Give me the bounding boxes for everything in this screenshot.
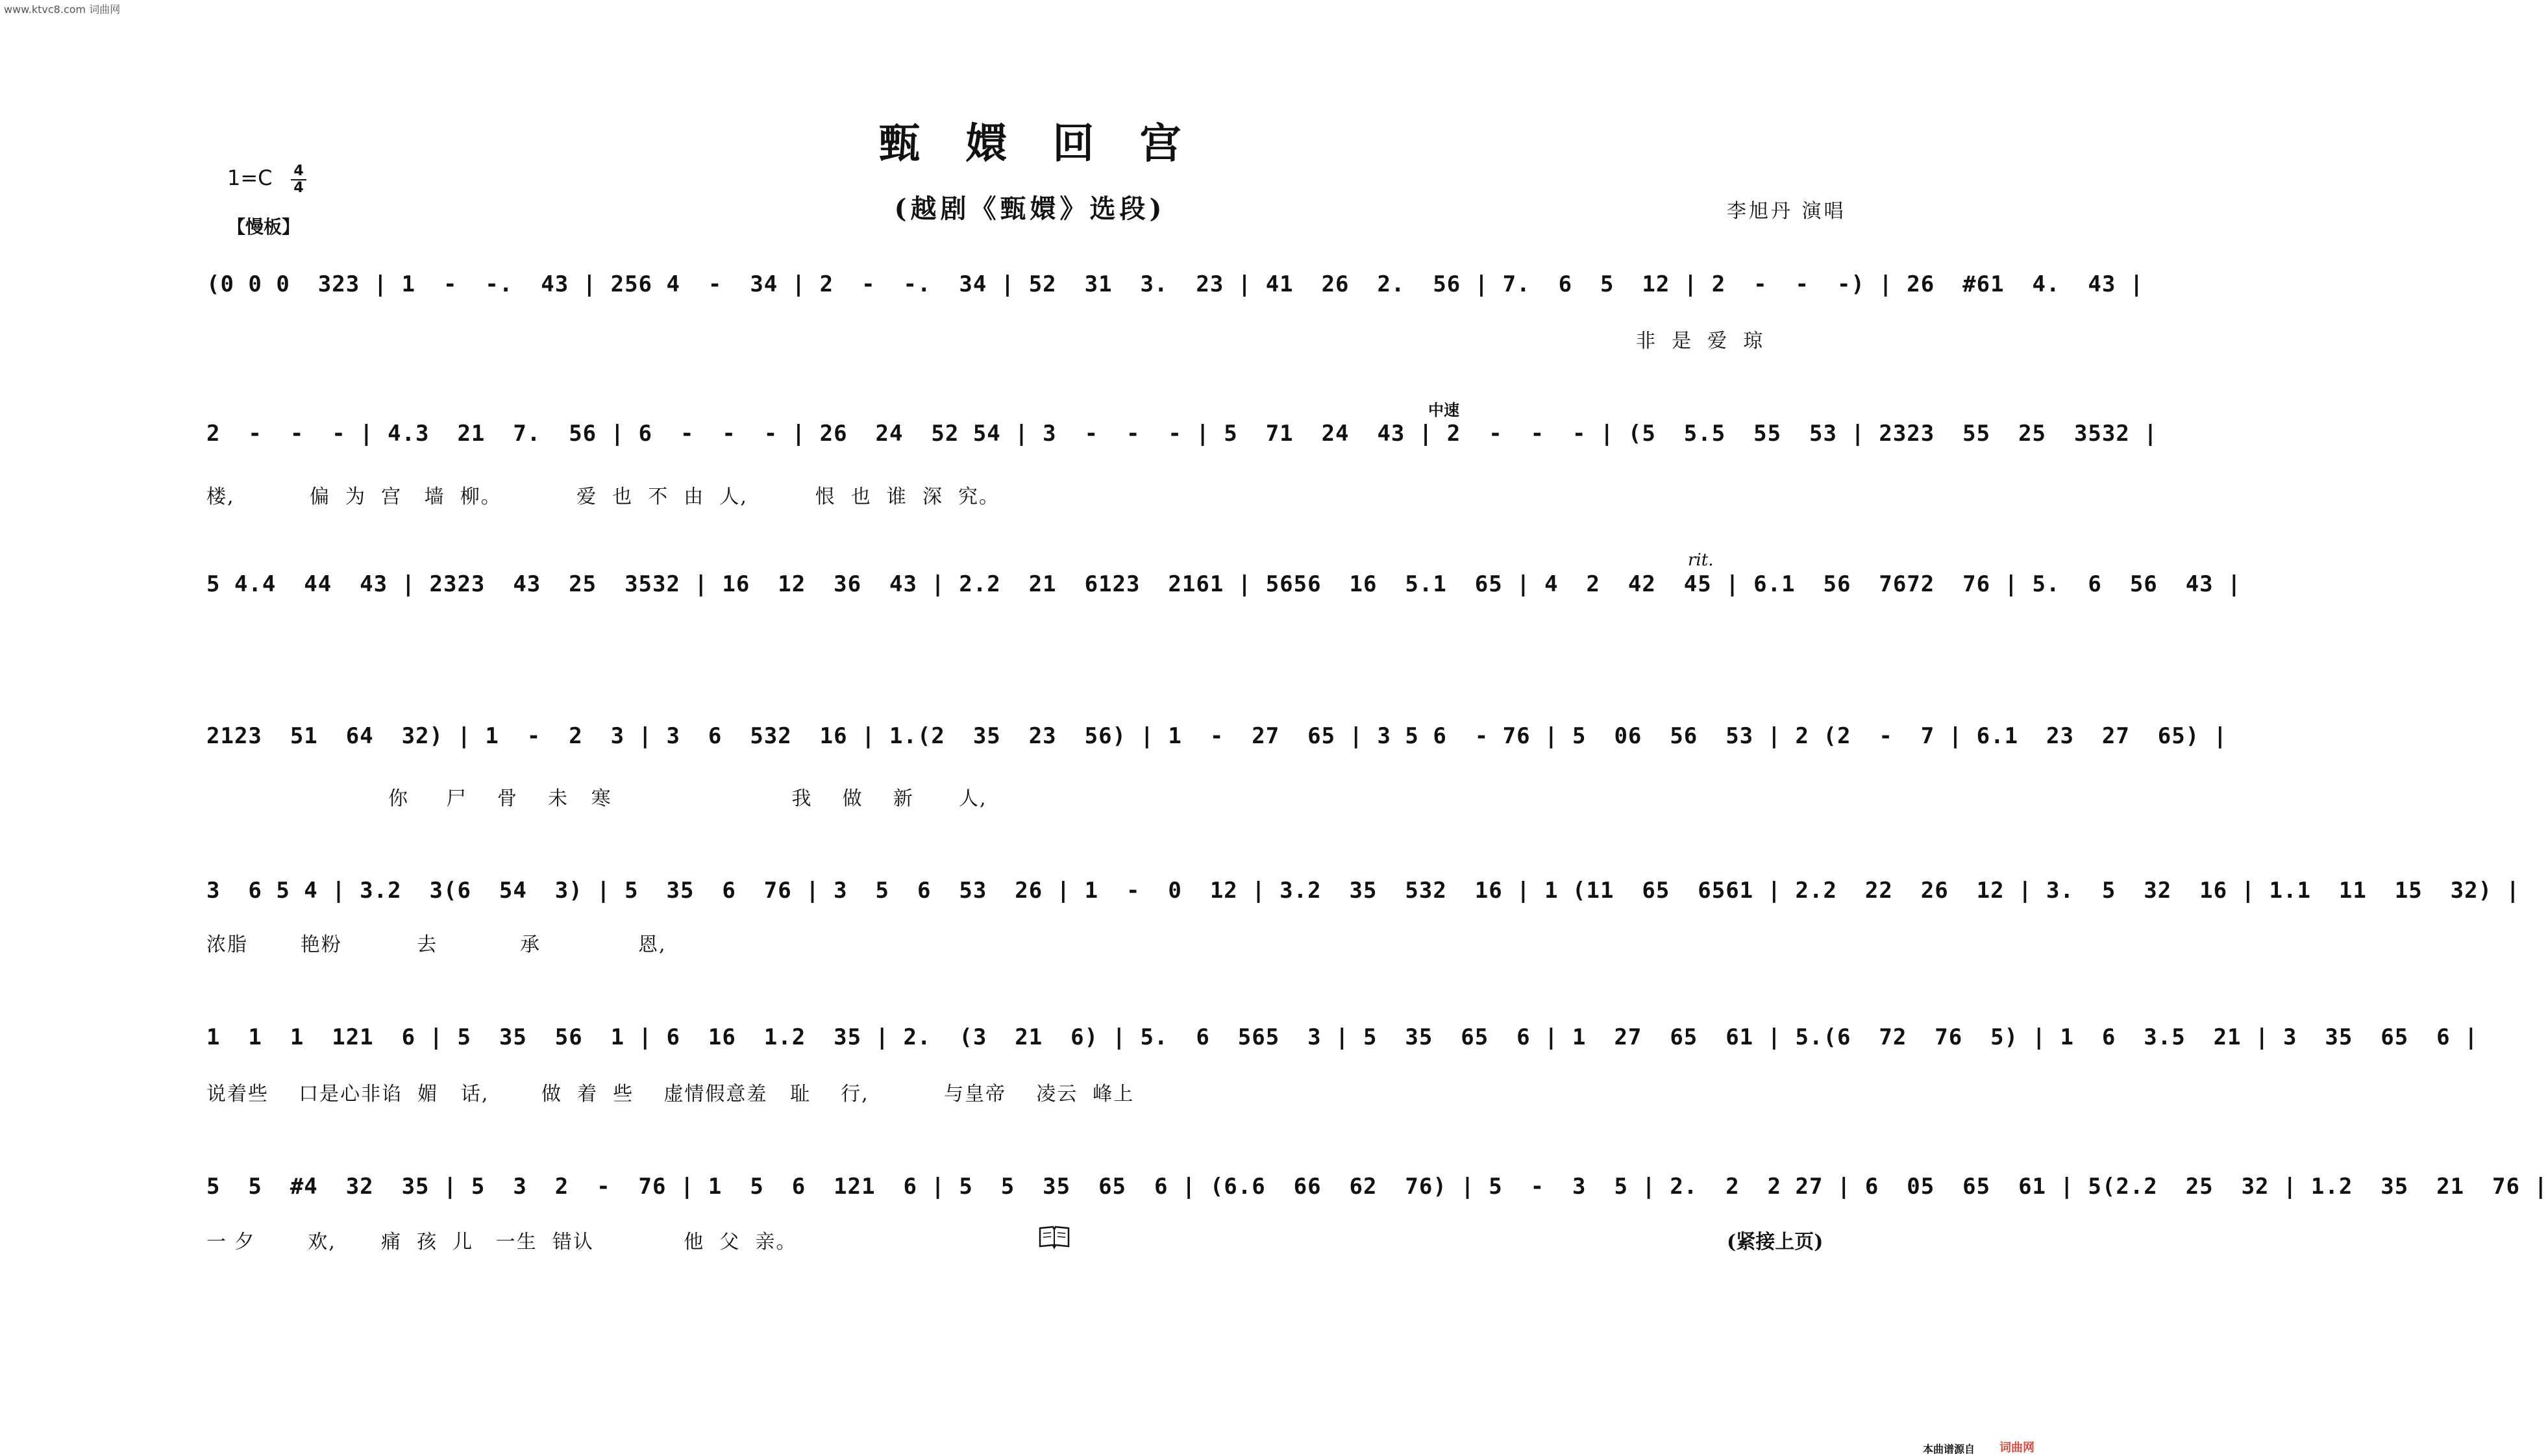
notation-line-5: 3 6 5 4 | 3.2 3(6 54 3) | 5 35 6 76 | 3 5 6 53 26 | 1 - 0 12 | 3.2 35 532 16 | 1 (11 65 6561 | 2.2 22 26 12 | 3. 5 32 16 | 1.1 11 15 32) | xyxy=(206,878,2520,904)
footer-source-label: 本曲谱源自 xyxy=(1923,1443,1975,1455)
page-title: 甄嬛回宫 xyxy=(878,119,1227,168)
tempo-change-marking: 中速 xyxy=(1428,401,1459,419)
notation-line-2: 2 - - - | 4.3 21 7. 56 | 6 - - - | 26 24 52 54 | 3 - - - | 5 71 24 43 | 2 - - - | (5 5.5 55 53 | 2323 55 25 3532 | xyxy=(206,421,2158,447)
lyrics-line-4: 你 尸 骨 未 寒 我 做 新 人, xyxy=(388,787,987,810)
lyrics-line-7: 一 夕 欢, 痛 孩 儿 一生 错认 他 父 亲。 xyxy=(206,1231,797,1253)
ritardando-marking: rit. xyxy=(1688,550,1714,570)
page-subtitle: (越剧《甄嬛》选段) xyxy=(894,193,1166,224)
book-icon xyxy=(1039,1226,1070,1249)
continuation-note: (紧接上页) xyxy=(1727,1231,1824,1253)
lyrics-line-1: 非 是 爱 琼 xyxy=(1636,330,1764,352)
notation-line-4: 2123 51 64 32) | 1 - 2 3 | 3 6 532 16 | 1.(2 35 23 56) | 1 - 27 65 | 3 5 6 - 76 | 5 06 56 53 | 2 (2 - 7 | 6.1 23 27 65) | xyxy=(206,723,2228,749)
time-signature-bottom: 4 xyxy=(293,180,304,196)
tempo-marking: 【慢板】 xyxy=(227,216,301,238)
lyrics-line-6: 说着些 口是心非谄 媚 话, 做 着 些 虚情假意羞 耻 行, 与皇帝 凌云 峰上 xyxy=(206,1083,1135,1105)
lyrics-line-2: 楼, 偏 为 宫 墙 柳。 爱 也 不 由 人, 恨 也 谁 深 究。 xyxy=(206,486,1000,508)
site-url[interactable]: www.ktvc8.com 词曲网 xyxy=(4,3,121,16)
notation-line-6: 1 1 1 121 6 | 5 35 56 1 | 6 16 1.2 35 | 2. (3 21 6) | 5. 6 565 3 | 5 35 65 6 | 1 27 65 61 | 5.(6 72 76 5) | 1 6 3.5 21 | 3 35 65 6 | xyxy=(206,1024,2479,1050)
lyrics-line-5: 浓脂 艳粉 去 承 恩, xyxy=(206,933,667,956)
notation-line-1: (0 0 0 323 | 1 - -. 43 | 256 4 - 34 | 2 - -. 34 | 52 31 3. 23 | 41 26 2. 56 | 7. 6 5 12 | 2 - - -) | 26 #61 4. 43 | xyxy=(206,271,2144,297)
performer-credit: 李旭丹 演唱 xyxy=(1727,200,1846,223)
key-signature: 1=C xyxy=(227,166,273,190)
time-signature xyxy=(291,164,306,195)
notation-line-7: 5 5 #4 32 35 | 5 3 2 - 76 | 1 5 6 121 6 | 5 5 35 65 6 | (6.6 66 62 76) | 5 - 3 5 | 2. 2 2 27 | 6 05 65 61 | 5(2.2 25 32 | 1.2 35 21 76 | xyxy=(206,1174,2548,1200)
time-signature-top: 4 xyxy=(293,163,304,179)
footer-site-logo[interactable]: 词曲网 xyxy=(1999,1441,2035,1455)
notation-line-3: 5 4.4 44 43 | 2323 43 25 3532 | 16 12 36 43 | 2.2 21 6123 2161 | 5656 16 5.1 65 | 4 2 42 45 | 6.1 56 7672 76 | 5. 6 56 43 | xyxy=(206,571,2242,597)
